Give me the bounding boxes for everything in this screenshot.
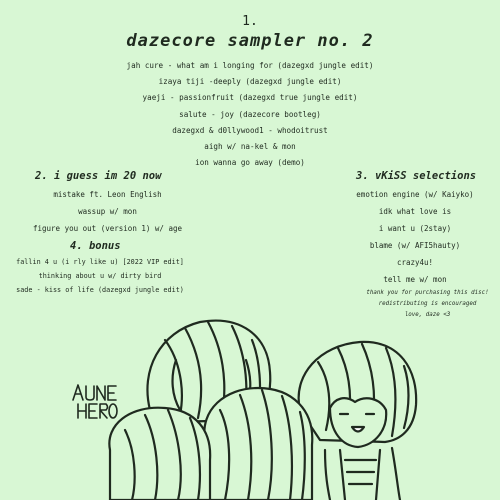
section-2-title: 2. i guess im 20 now	[35, 170, 162, 182]
track-item: izaya tiji -deeply (dazegxd jungle edit)	[158, 77, 342, 87]
track-item: figure you out (version 1) w/ age	[32, 224, 182, 233]
track-item: aigh w/ na-kel & mon	[204, 142, 296, 152]
track-item: blame (w/ AFI5hauty)	[369, 241, 461, 250]
track-item: wassup w/ mon	[78, 207, 137, 216]
track-item: dazegxd & d0llywood1 - whodoitrust	[172, 125, 328, 135]
track-item: jah cure - what am i longing for (dazegxd jungle edit)	[126, 61, 374, 70]
track-item: emotion engine (w/ Kaiyko)	[356, 190, 474, 199]
section-3-tracklist	[335, 186, 495, 288]
artist-signature	[73, 385, 117, 418]
track-item: ion wanna go away (demo)	[195, 158, 305, 168]
section-3-title: 3. vKiSS selections	[356, 170, 477, 182]
track-item: fallin 4 u (i rly like u) [2022 VIP edit]	[16, 258, 184, 266]
track-item: i want u (2stay)	[378, 224, 452, 233]
character-front-center	[204, 388, 312, 500]
track-item: thinking about u w/ dirty bird	[38, 272, 162, 280]
note-line: redistributing is encouraged	[378, 301, 477, 307]
section-2-tracklist	[20, 186, 195, 237]
track-item: mistake ft. Leon English	[53, 190, 162, 199]
track-item: sade - kiss of life (dazegxd jungle edit)	[16, 286, 184, 294]
track-item: salute - joy (dazecore bootleg)	[179, 109, 321, 119]
character-front-left	[109, 408, 210, 500]
note-line: thank you for purchasing this disc!	[366, 290, 489, 296]
character-illustration	[0, 300, 500, 500]
track-item: crazy4u!	[396, 258, 434, 267]
track-item: tell me w/ mon	[383, 275, 447, 284]
character-back-right	[299, 342, 417, 500]
section-1-number: 1.	[242, 14, 258, 29]
note-line: love, daze <3	[404, 312, 451, 318]
track-item: yaeji - passionfruit (dazegxd true jungle edit)	[142, 93, 358, 103]
section-4-title: 4. bonus	[70, 240, 121, 252]
sampler-title: dazecore sampler no. 2	[126, 31, 374, 51]
section-1-tracklist	[0, 58, 500, 171]
track-item: idk what love is	[378, 207, 452, 216]
section-4-tracklist	[0, 255, 200, 297]
